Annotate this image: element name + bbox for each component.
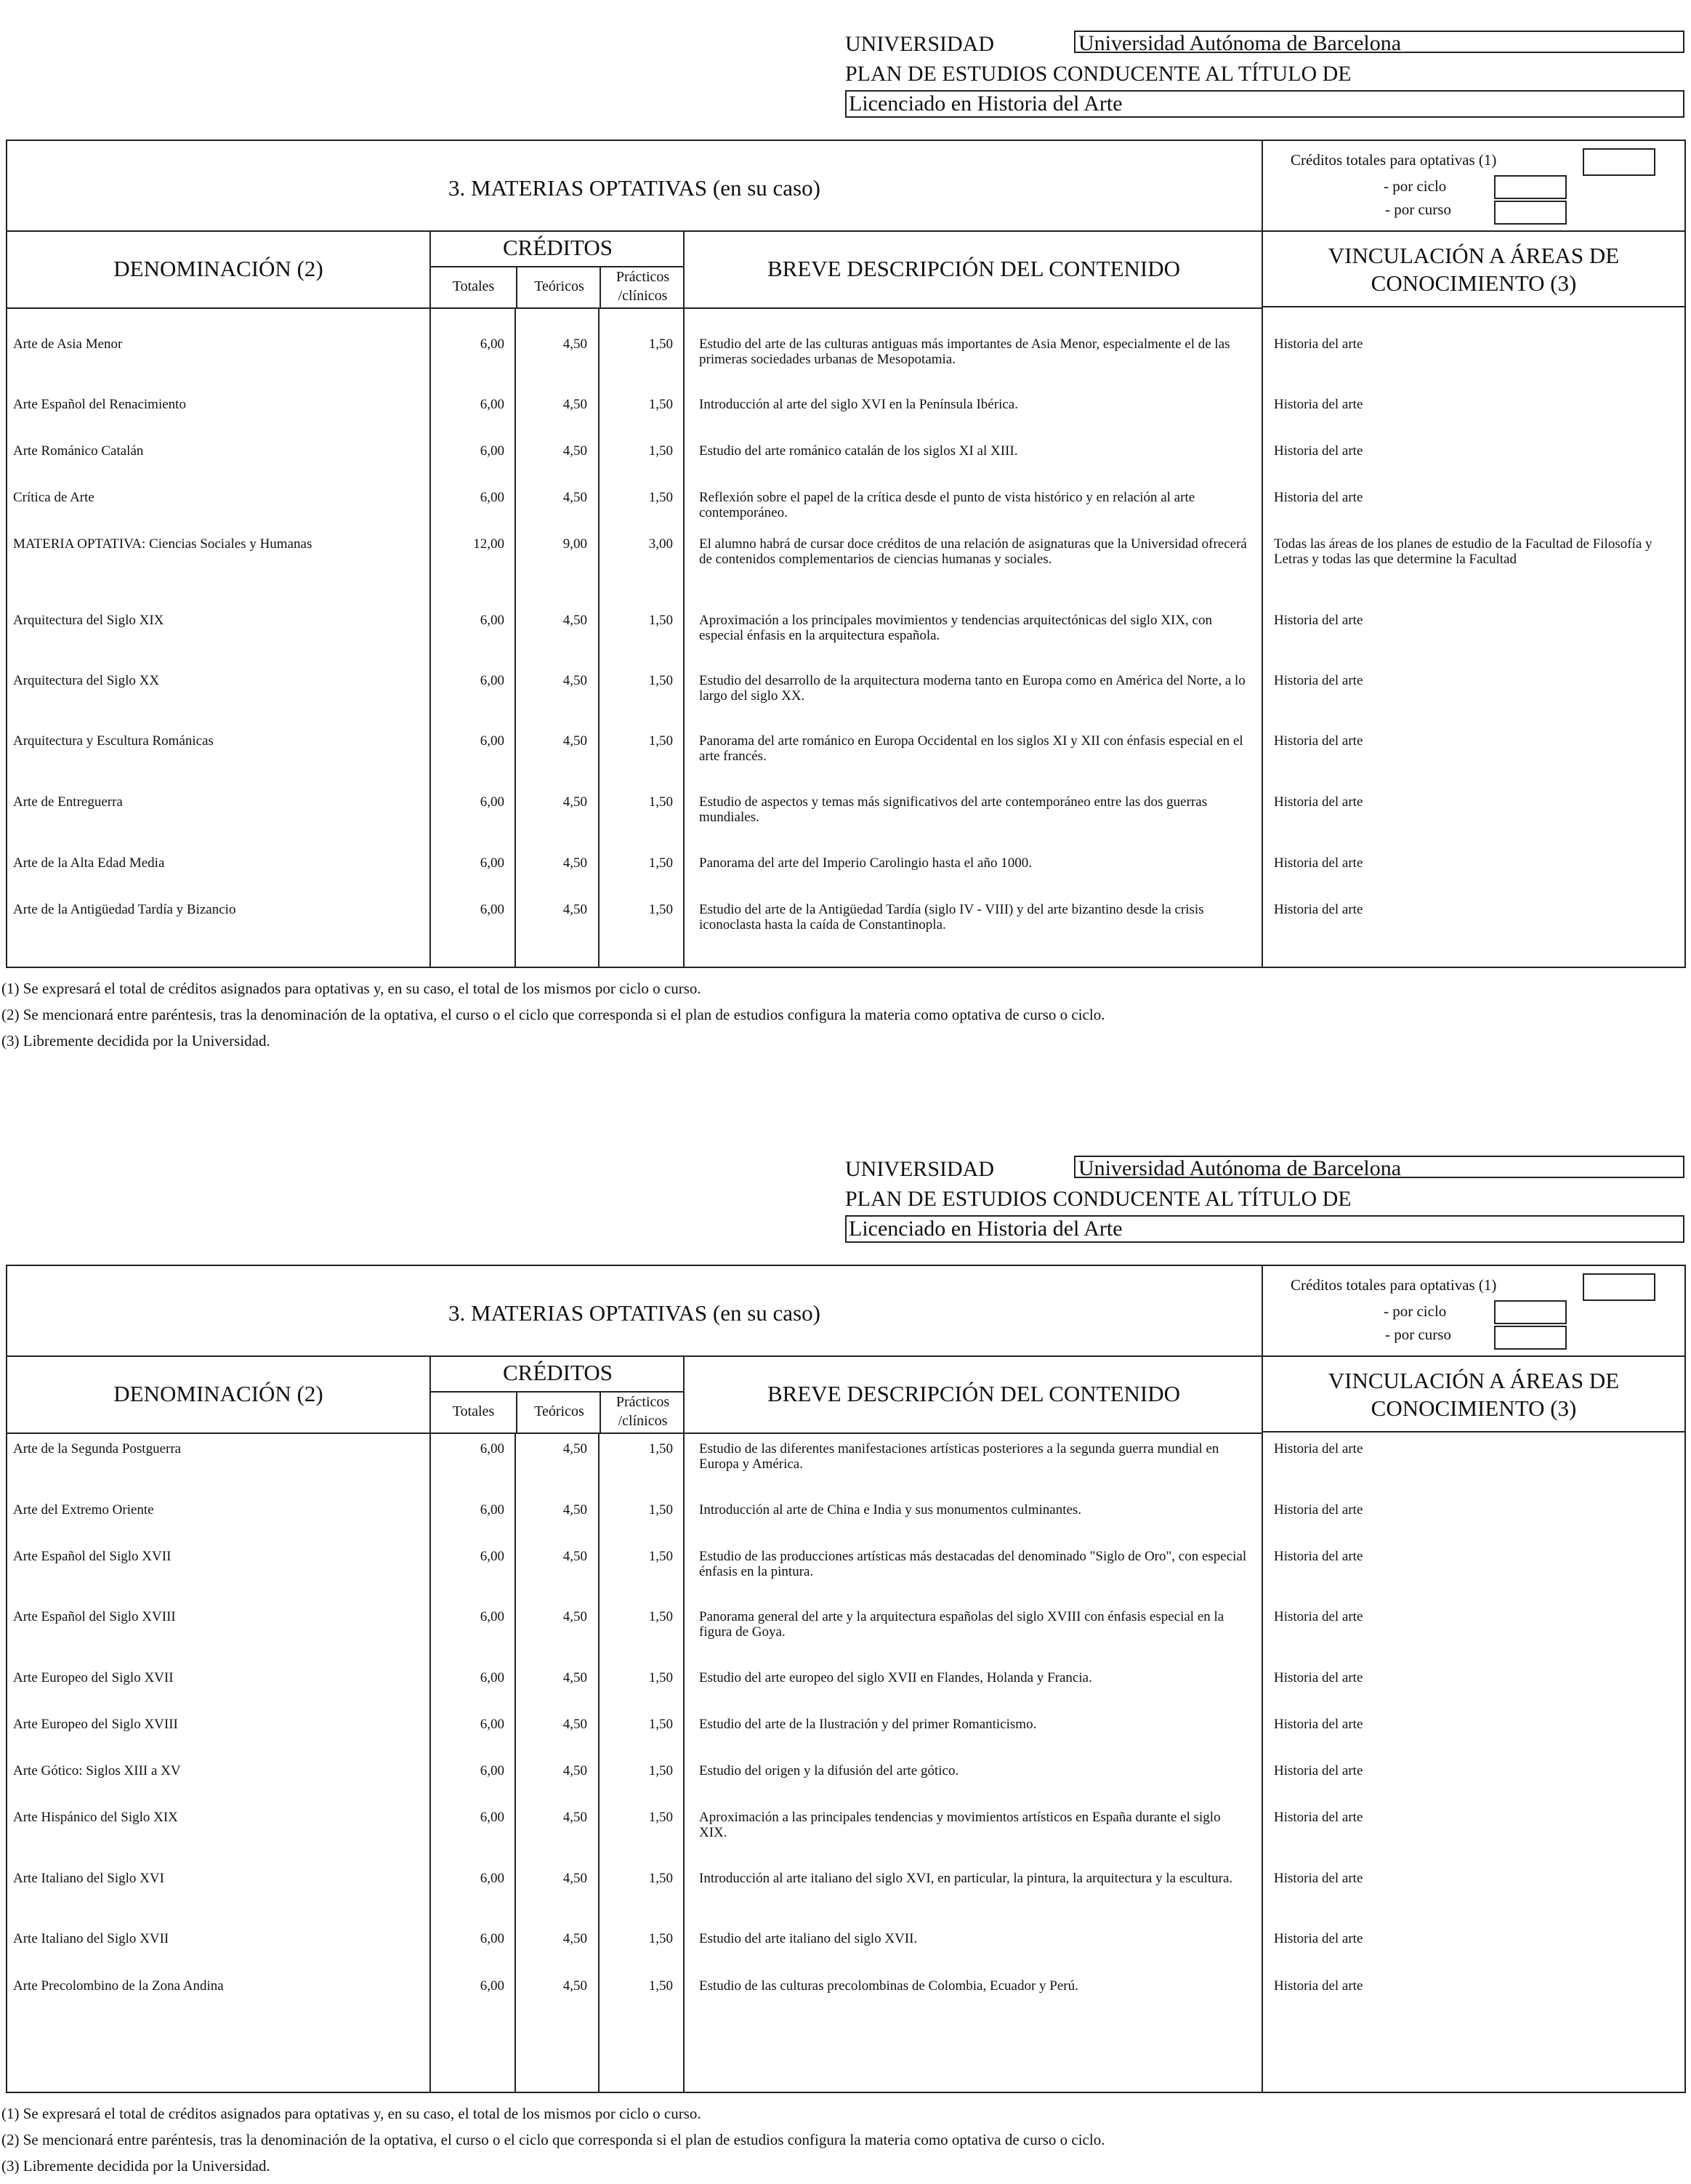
row-teoricos: 4,50	[562, 1763, 587, 1778]
per-course-box	[1494, 201, 1567, 225]
column-divider	[683, 1433, 685, 2092]
table-header-band	[7, 1266, 1684, 1357]
row-practicos: 1,50	[648, 1609, 673, 1624]
row-practicos: 1,50	[648, 1810, 673, 1825]
col-descripcion: BREVE DESCRIPCIÓN DEL CONTENIDO	[683, 1355, 1263, 1434]
row-teoricos: 4,50	[562, 855, 587, 871]
row-totales: 6,00	[480, 613, 504, 628]
col-totales: Totales	[452, 278, 495, 294]
optional-subjects-table	[6, 140, 1686, 968]
row-description: Panorama del arte románico en Europa Occidental en los siglos XI y XII con énfasis especial en el arte francés.	[699, 733, 1243, 764]
row-teoricos: 4,50	[562, 1670, 587, 1685]
row-practicos: 1,50	[648, 1931, 673, 1946]
row-totales: 6,00	[480, 490, 504, 505]
row-teoricos: 4,50	[562, 1502, 587, 1518]
row-teoricos: 4,50	[562, 613, 587, 628]
credits-summary	[1262, 141, 1684, 230]
row-practicos: 1,50	[648, 337, 673, 352]
row-totales: 6,00	[480, 1441, 504, 1456]
row-description: Estudio del arte románico catalán de los siglos XI al XIII.	[699, 443, 1018, 459]
row-area: Historia del arte	[1274, 673, 1363, 688]
row-totales: 6,00	[480, 1871, 504, 1886]
col-vinculacion: VINCULACIÓN A ÁREAS DE CONOCIMIENTO (3)	[1262, 230, 1684, 307]
row-description: Estudio del desarrollo de la arquitectura moderna tanto en Europa como en América del Norte, a lo largo del siglo XX.	[699, 673, 1246, 704]
row-name: Crítica de Arte	[13, 490, 94, 505]
per-cycle-label: - por ciclo	[1384, 177, 1447, 195]
row-teoricos: 4,50	[562, 1609, 587, 1624]
row-totales: 6,00	[480, 733, 504, 749]
row-teoricos: 4,50	[562, 794, 587, 810]
row-practicos: 1,50	[648, 1502, 673, 1518]
row-description: Introducción al arte italiano del siglo XVI, en particular, la pintura, la arquitectura y la escultura.	[699, 1871, 1233, 1886]
university-field: Universidad Autónoma de Barcelona	[1074, 1156, 1684, 1178]
footnote-1: (1) Se expresará el total de créditos asignados para optativas y, en su caso, el total de los mismos por ciclo o curso.	[1, 980, 701, 997]
university-field: Universidad Autónoma de Barcelona	[1074, 31, 1684, 53]
row-description: Estudio de las producciones artísticas más destacadas del denominado "Siglo de Oro", con especial énfasis en la pintura.	[699, 1549, 1247, 1579]
row-description: Estudio de aspectos y temas más significativos del arte contemporáneo entre las dos guerras mundiales.	[699, 794, 1208, 825]
row-teoricos: 4,50	[562, 733, 587, 749]
row-practicos: 3,00	[648, 536, 673, 552]
col-creditos	[429, 1355, 685, 1434]
row-name: Arquitectura y Escultura Románicas	[13, 733, 214, 749]
row-practicos: 1,50	[648, 1441, 673, 1456]
row-practicos: 1,50	[648, 443, 673, 459]
row-practicos: 1,50	[648, 794, 673, 810]
col-denominacion: DENOMINACIÓN (2)	[7, 230, 429, 309]
per-cycle-box	[1494, 175, 1567, 199]
footnote-3: (3) Libremente decidida por la Universidad.	[1, 1032, 270, 1049]
row-name: Arte Español del Renacimiento	[13, 397, 186, 412]
col-creditos-title: CRÉDITOS	[431, 1355, 685, 1393]
row-name: Arte Europeo del Siglo XVIII	[13, 1717, 178, 1732]
row-area: Historia del arte	[1274, 1502, 1363, 1518]
row-description: Estudio de las culturas precolombinas de Colombia, Ecuador y Perú.	[699, 1978, 1078, 1994]
row-area: Historia del arte	[1274, 1810, 1363, 1825]
row-totales: 6,00	[480, 794, 504, 810]
row-teoricos: 4,50	[562, 1931, 587, 1946]
table-header-band	[7, 141, 1684, 232]
degree-field: Licenciado en Historia del Arte	[845, 1215, 1684, 1243]
row-totales: 6,00	[480, 1931, 504, 1946]
credits-total-box	[1583, 1273, 1655, 1301]
row-name: Arte de la Antigüedad Tardía y Bizancio	[13, 902, 236, 917]
row-area: Historia del arte	[1274, 397, 1363, 412]
row-practicos: 1,50	[648, 733, 673, 749]
per-course-label: - por curso	[1385, 201, 1451, 218]
row-practicos: 1,50	[648, 1670, 673, 1685]
row-practicos: 1,50	[648, 1978, 673, 1994]
row-name: Arte Español del Siglo XVIII	[13, 1609, 176, 1624]
row-teoricos: 4,50	[562, 1717, 587, 1732]
col-denominacion: DENOMINACIÓN (2)	[7, 1355, 429, 1434]
footnote-2: (2) Se mencionará entre paréntesis, tras la denominación de la optativa, el curso o el ciclo que corresponda si el plan de estudios configura la materia como optativa de curso o ciclo.	[1, 1006, 1105, 1023]
row-totales: 6,00	[480, 1763, 504, 1778]
col-teoricos: Teóricos	[516, 1391, 601, 1433]
footnote-2: (2) Se mencionará entre paréntesis, tras la denominación de la optativa, el curso o el ciclo que corresponda si el plan de estudios configura la materia como optativa de curso o ciclo.	[1, 2131, 1105, 2148]
row-teoricos: 4,50	[562, 397, 587, 412]
row-area: Historia del arte	[1274, 1717, 1363, 1732]
row-description: Estudio del arte europeo del siglo XVII en Flandes, Holanda y Francia.	[699, 1670, 1092, 1685]
row-totales: 6,00	[480, 1810, 504, 1825]
row-name: Arte de la Alta Edad Media	[13, 855, 165, 871]
row-description: Introducción al arte de China e India y sus monumentos culminantes.	[699, 1502, 1082, 1518]
row-area: Historia del arte	[1274, 443, 1363, 459]
row-area: Historia del arte	[1274, 733, 1363, 749]
row-practicos: 1,50	[648, 1763, 673, 1778]
row-totales: 6,00	[480, 1609, 504, 1624]
row-totales: 6,00	[480, 902, 504, 917]
row-area: Historia del arte	[1274, 1609, 1363, 1624]
col-creditos-title: CRÉDITOS	[431, 230, 685, 267]
row-teoricos: 4,50	[562, 1810, 587, 1825]
row-area: Historia del arte	[1274, 1670, 1363, 1685]
row-totales: 6,00	[480, 1978, 504, 1994]
row-area: Historia del arte	[1274, 490, 1363, 505]
row-area: Historia del arte	[1274, 337, 1363, 352]
row-area: Historia del arte	[1274, 1441, 1363, 1456]
credits-total-box	[1583, 148, 1655, 176]
row-name: Arte de Asia Menor	[13, 337, 123, 352]
row-teoricos: 4,50	[562, 443, 587, 459]
row-totales: 6,00	[480, 1717, 504, 1732]
row-description: Estudio del arte italiano del siglo XVII.	[699, 1931, 918, 1946]
row-practicos: 1,50	[648, 902, 673, 917]
row-description: Estudio del arte de la Ilustración y del primer Romanticismo.	[699, 1717, 1037, 1732]
row-area: Historia del arte	[1274, 1931, 1363, 1946]
row-description: Panorama general del arte y la arquitectura españolas del siglo XVIII con énfasis especial en la figura de Goya.	[699, 1609, 1224, 1640]
row-teoricos: 4,50	[562, 337, 587, 352]
per-course-box	[1494, 1326, 1567, 1350]
footnotes	[1, 2100, 1105, 2179]
row-name: Arquitectura del Siglo XX	[13, 673, 160, 688]
row-teoricos: 4,50	[562, 1871, 587, 1886]
row-area: Historia del arte	[1274, 794, 1363, 810]
per-cycle-label: - por ciclo	[1384, 1302, 1447, 1320]
row-area: Historia del arte	[1274, 1978, 1363, 1994]
row-name: Arte Español del Siglo XVII	[13, 1549, 171, 1564]
row-description: Panorama del arte del Imperio Carolingio hasta el año 1000.	[699, 855, 1032, 871]
university-label: UNIVERSIDAD	[845, 32, 994, 56]
row-description: El alumno habrá de cursar doce créditos de una relación de asignaturas que la Universidad ofrecerá de contenidos complementarios de ciencias humanas y sociales.	[699, 536, 1247, 567]
column-divider	[683, 307, 685, 967]
row-name: MATERIA OPTATIVA: Ciencias Sociales y Humanas	[13, 536, 312, 552]
row-name: Arquitectura del Siglo XIX	[13, 613, 164, 628]
row-teoricos: 4,50	[562, 673, 587, 688]
row-practicos: 1,50	[648, 1717, 673, 1732]
col-descripcion: BREVE DESCRIPCIÓN DEL CONTENIDO	[683, 230, 1263, 309]
plan-label: PLAN DE ESTUDIOS CONDUCENTE AL TÍTULO DE	[845, 1187, 1352, 1211]
row-name: Arte de Entreguerra	[13, 794, 123, 810]
row-teoricos: 9,00	[562, 536, 587, 552]
row-name: Arte Hispánico del Siglo XIX	[13, 1810, 178, 1825]
row-totales: 6,00	[480, 855, 504, 871]
row-area: Historia del arte	[1274, 613, 1363, 628]
row-description: Introducción al arte del siglo XVI en la Península Ibérica.	[699, 397, 1018, 412]
row-teoricos: 4,50	[562, 902, 587, 917]
row-teoricos: 4,50	[562, 1549, 587, 1564]
row-area: Historia del arte	[1274, 1763, 1363, 1778]
footnotes	[1, 975, 1105, 1054]
row-totales: 6,00	[480, 443, 504, 459]
row-practicos: 1,50	[648, 1871, 673, 1886]
credits-total-label: Créditos totales para optativas (1)	[1291, 151, 1497, 169]
footnote-1: (1) Se expresará el total de créditos asignados para optativas y, en su caso, el total de los mismos por ciclo o curso.	[1, 2105, 701, 2122]
row-totales: 12,00	[473, 536, 504, 552]
row-name: Arte del Extremo Oriente	[13, 1502, 154, 1518]
degree-field: Licenciado en Historia del Arte	[845, 90, 1684, 118]
row-description: Estudio del arte de las culturas antiguas más importantes de Asia Menor, especialmente el de las primeras sociedades urbanas de Mesopotamia.	[699, 337, 1230, 367]
row-totales: 6,00	[480, 1549, 504, 1564]
row-description: Estudio de las diferentes manifestaciones artísticas posteriores a la segunda guerra mundial en Europa y América.	[699, 1441, 1219, 1472]
per-course-label: - por curso	[1385, 1326, 1451, 1343]
row-area: Historia del arte	[1274, 1871, 1363, 1886]
per-cycle-box	[1494, 1300, 1567, 1324]
optional-subjects-table	[6, 1265, 1686, 2093]
row-name: Arte Gótico: Siglos XIII a XV	[13, 1763, 181, 1778]
column-divider	[1262, 307, 1263, 967]
row-description: Reflexión sobre el papel de la crítica desde el punto de vista histórico y en relación al arte contemporáneo.	[699, 490, 1195, 520]
row-area: Historia del arte	[1274, 902, 1363, 917]
row-practicos: 1,50	[648, 490, 673, 505]
row-description: Estudio del arte de la Antigüedad Tardía (siglo IV - VIII) y del arte bizantino desde la crisis iconoclasta hasta la caída de Constantinopla.	[699, 902, 1204, 932]
row-name: Arte Precolombino de la Zona Andina	[13, 1978, 224, 1994]
row-description: Estudio del origen y la difusión del arte gótico.	[699, 1763, 959, 1778]
row-name: Arte Italiano del Siglo XVII	[13, 1931, 169, 1946]
row-teoricos: 4,50	[562, 490, 587, 505]
row-totales: 6,00	[480, 397, 504, 412]
university-label: UNIVERSIDAD	[845, 1157, 994, 1181]
row-name: Arte de la Segunda Postguerra	[13, 1441, 182, 1456]
column-divider	[1262, 1433, 1263, 2092]
col-practicos: Prácticos /clínicos	[600, 1391, 685, 1433]
row-description: Aproximación a las principales tendencias y movimientos artísticos en España durante el siglo XIX.	[699, 1810, 1221, 1840]
section-title: 3. MATERIAS OPTATIVAS (en su caso)	[448, 175, 820, 201]
row-description: Aproximación a los principales movimientos y tendencias arquitectónicas del siglo XIX, con especial énfasis en la arquitectura española.	[699, 613, 1212, 643]
col-practicos: Prácticos /clínicos	[600, 266, 685, 307]
row-totales: 6,00	[480, 337, 504, 352]
row-totales: 6,00	[480, 1670, 504, 1685]
row-practicos: 1,50	[648, 397, 673, 412]
row-name: Arte Europeo del Siglo XVII	[13, 1670, 174, 1685]
row-practicos: 1,50	[648, 673, 673, 688]
footnote-3: (3) Libremente decidida por la Universidad.	[1, 2157, 270, 2175]
row-name: Arte Italiano del Siglo XVI	[13, 1871, 164, 1886]
row-area: Todas las áreas de los planes de estudio de la Facultad de Filosofía y Letras y todas las que determine la Facultad	[1274, 536, 1652, 567]
row-totales: 6,00	[480, 673, 504, 688]
row-practicos: 1,50	[648, 613, 673, 628]
credits-summary	[1262, 1266, 1684, 1355]
col-totales: Totales	[452, 1403, 495, 1419]
row-teoricos: 4,50	[562, 1441, 587, 1456]
row-practicos: 1,50	[648, 855, 673, 871]
col-creditos	[429, 230, 685, 309]
col-teoricos: Teóricos	[516, 266, 601, 307]
row-name: Arte Románico Catalán	[13, 443, 144, 459]
credits-total-label: Créditos totales para optativas (1)	[1291, 1276, 1497, 1294]
row-area: Historia del arte	[1274, 1549, 1363, 1564]
section-title: 3. MATERIAS OPTATIVAS (en su caso)	[448, 1300, 820, 1326]
row-teoricos: 4,50	[562, 1978, 587, 1994]
col-vinculacion: VINCULACIÓN A ÁREAS DE CONOCIMIENTO (3)	[1262, 1355, 1684, 1433]
row-totales: 6,00	[480, 1502, 504, 1518]
plan-label: PLAN DE ESTUDIOS CONDUCENTE AL TÍTULO DE	[845, 62, 1352, 86]
row-area: Historia del arte	[1274, 855, 1363, 871]
row-practicos: 1,50	[648, 1549, 673, 1564]
